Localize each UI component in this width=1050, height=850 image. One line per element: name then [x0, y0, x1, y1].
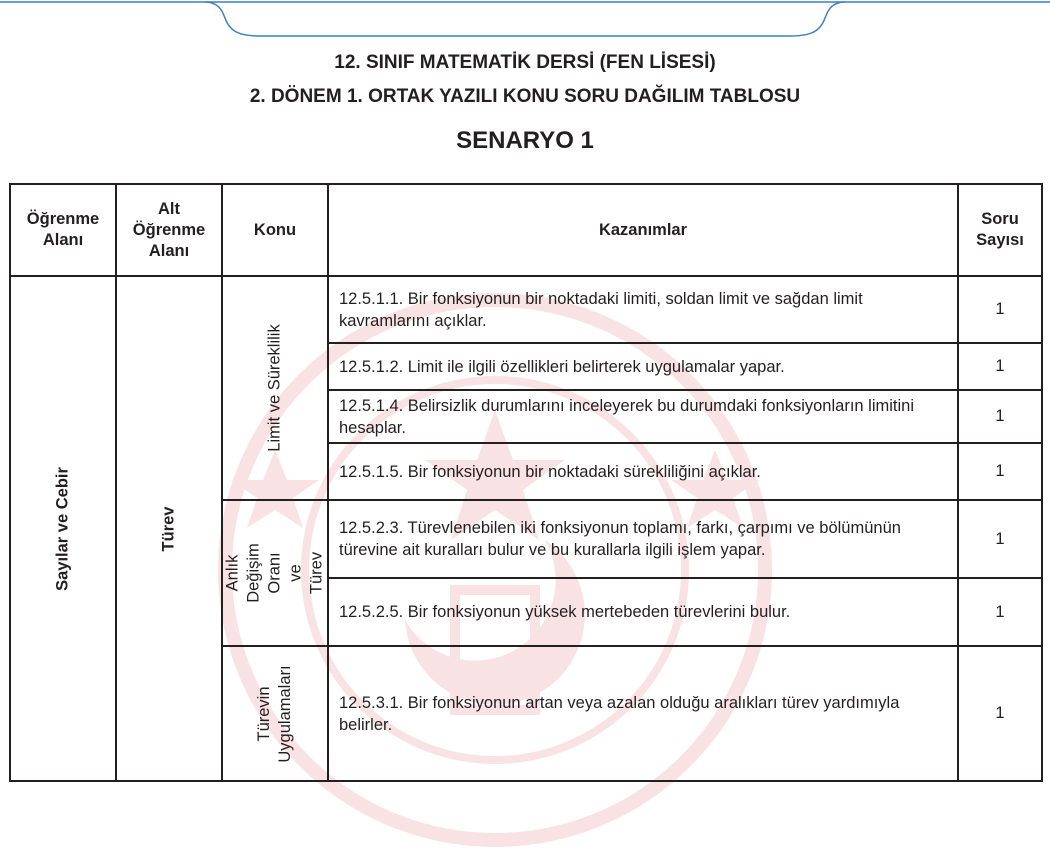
sub-learning-area-cell: [116, 276, 222, 781]
count-cell: 1: [958, 578, 1042, 646]
page-subtitle: 2. DÖNEM 1. ORTAK YAZILI KONU SORU DAĞILIM TABLOSU: [249, 86, 801, 107]
count-cell: 1: [958, 443, 1042, 500]
topic-label: Anlık Değişim Oranı ve Türev: [223, 543, 326, 603]
outcome-cell: 12.5.3.1. Bir fonksiyonun artan veya azalan olduğu aralıkları türev yardımıyla belirler.: [328, 646, 958, 781]
table-row: [10, 276, 1042, 343]
outcome-cell: 12.5.1.5. Bir fonksiyonun bir noktadaki sürekliliğini açıklar.: [328, 443, 958, 500]
header-sub-learning-area: Alt Öğrenme Alanı: [116, 184, 222, 276]
outcome-cell: 12.5.1.1. Bir fonksiyonun bir noktadaki limiti, soldan limit ve sağdan limit kavramlarını açıklar.: [328, 276, 958, 343]
header-outcomes: Kazanımlar: [328, 184, 958, 276]
learning-area-cell: [10, 276, 116, 781]
count-cell: 1: [958, 276, 1042, 343]
count-cell: 1: [958, 343, 1042, 390]
header-frame: [0, 0, 1050, 50]
outcome-cell: 12.5.1.4. Belirsizlik durumlarını inceleyerek bu durumdaki fonksiyonların limitini hesaplar.: [328, 390, 958, 443]
topic-cell: [222, 646, 328, 781]
count-cell: 1: [958, 500, 1042, 578]
outcome-cell: 12.5.2.5. Bir fonksiyonun yüksek mertebeden türevlerini bulur.: [328, 578, 958, 646]
outcome-cell: 12.5.2.3. Türevlenebilen iki fonksiyonun toplamı, farkı, çarpımı ve bölümünün türevine ait kuralları bulur ve bu kurallarla ilgili işlem yapar.: [328, 500, 958, 578]
header-question-count: Soru Sayısı: [958, 184, 1042, 276]
count-cell: 1: [958, 646, 1042, 781]
count-cell: 1: [958, 390, 1042, 443]
table-header-row: [10, 184, 1042, 276]
topic-cell: [222, 276, 328, 500]
sub-learning-area-label: Türev: [159, 506, 178, 551]
topic-label: Limit ve Süreklilik: [265, 324, 284, 452]
outcome-cell: 12.5.1.2. Limit ile ilgili özellikleri belirterek uygulamalar yapar.: [328, 343, 958, 390]
header-topic: Konu: [222, 184, 328, 276]
header-learning-area: Öğrenme Alanı: [10, 184, 116, 276]
question-distribution-table: [9, 183, 1043, 782]
page-title: 12. SINIF MATEMATİK DERSİ (FEN LİSESİ): [334, 52, 716, 73]
learning-area-label: Sayılar ve Cebir: [53, 466, 72, 591]
topic-label: Türevin Uygulamaları: [255, 664, 294, 763]
scenario-title: SENARYO 1: [456, 127, 594, 154]
topic-cell: [222, 500, 328, 646]
